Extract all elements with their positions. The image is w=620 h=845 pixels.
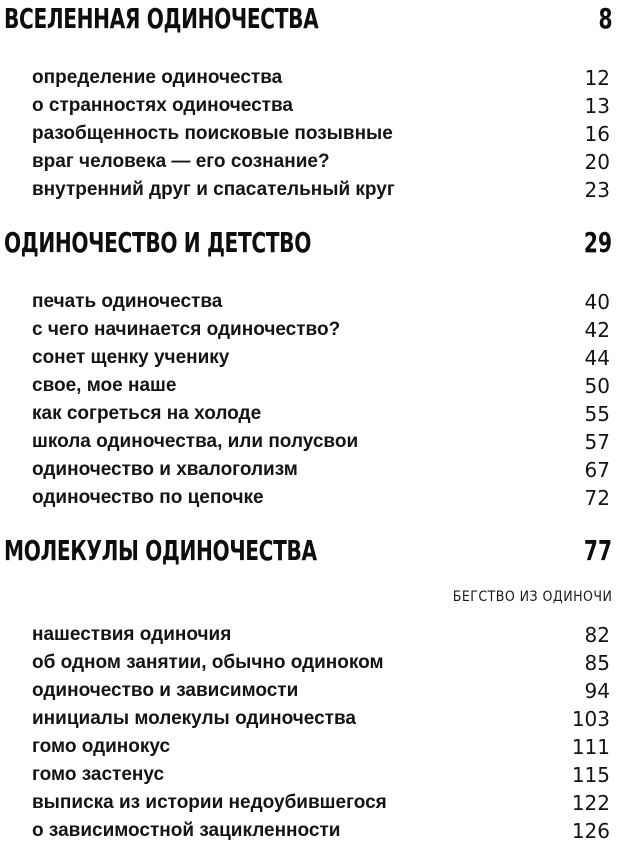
toc-entry-title: об одном занятии, обычно одиноком xyxy=(32,652,384,673)
toc-entry-title: одиночество по цепочке xyxy=(32,487,264,508)
toc-entry-title: выписка из истории недоубившегося xyxy=(32,792,387,813)
section-title: МОЛЕКУЛЫ ОДИНОЧЕСТВА xyxy=(4,534,317,567)
toc-entry-title: определение одиночества xyxy=(32,67,283,88)
toc-entry xyxy=(0,705,620,733)
toc-entry-page: 13 xyxy=(584,94,610,118)
toc-entry-page: 122 xyxy=(571,791,610,815)
toc-entry xyxy=(0,456,620,484)
toc-entry-page: 103 xyxy=(571,707,610,731)
section-page-number: 29 xyxy=(583,226,612,259)
toc-entry-page: 72 xyxy=(584,486,610,510)
section-page-number: 77 xyxy=(583,534,612,567)
toc-entry-title: инициалы молекулы одиночества xyxy=(32,708,356,729)
toc-entry xyxy=(0,621,620,649)
toc-entry-list xyxy=(0,288,620,512)
toc-entry-title: школа одиночества, или полусвои xyxy=(32,431,359,452)
toc-entry-title: с чего начинается одиночество? xyxy=(32,319,341,340)
toc-entry xyxy=(0,733,620,761)
section-title: ВСЕЛЕННАЯ ОДИНОЧЕСТВА xyxy=(4,2,319,35)
section-title: ОДИНОЧЕСТВО И ДЕТСТВО xyxy=(4,226,311,259)
toc-entry xyxy=(0,484,620,512)
toc-section xyxy=(0,226,620,266)
toc-entry-page: 50 xyxy=(584,374,610,398)
toc-entry xyxy=(0,677,620,705)
toc-entry-title: гомо одинокус xyxy=(32,736,171,757)
section-subheading: БЕГСТВО ИЗ ОДИНОЧИ xyxy=(452,589,612,605)
toc-entry-page: 42 xyxy=(584,318,610,342)
section-header xyxy=(0,226,620,266)
toc-entry-title: как согреться на холоде xyxy=(32,403,262,424)
toc-entry-page: 44 xyxy=(584,346,610,370)
toc-entry-page: 55 xyxy=(584,402,610,426)
toc-entry-page: 111 xyxy=(571,735,610,759)
toc-entry xyxy=(0,761,620,789)
toc-entry xyxy=(0,372,620,400)
toc-entry xyxy=(0,288,620,316)
section-header xyxy=(0,2,620,42)
toc-entry-title: одиночество и зависимости xyxy=(32,680,299,701)
section-page-number: 8 xyxy=(597,2,612,35)
toc-entry-title: о зависимостной зацикленности xyxy=(32,820,341,841)
toc-entry-title: сонет щенку ученику xyxy=(32,347,230,368)
toc-entry-page: 12 xyxy=(584,66,610,90)
toc-entry-title: о странностях одиночества xyxy=(32,95,293,116)
toc-entry-title: нашествия одиночия xyxy=(32,624,232,645)
toc-entry xyxy=(0,400,620,428)
toc-entry-list xyxy=(0,64,620,204)
toc-entry xyxy=(0,428,620,456)
toc-entry-page: 16 xyxy=(584,122,610,146)
toc-entry-list xyxy=(0,621,620,845)
toc-entry-page: 23 xyxy=(584,178,610,202)
toc-entry-page: 115 xyxy=(571,763,610,787)
toc-entry-page: 94 xyxy=(584,679,610,703)
toc-entry xyxy=(0,120,620,148)
toc-entry xyxy=(0,148,620,176)
toc-entry-page: 82 xyxy=(584,623,610,647)
toc-entry xyxy=(0,92,620,120)
toc-entry xyxy=(0,817,620,845)
toc-entry-page: 57 xyxy=(584,430,610,454)
toc-entry xyxy=(0,64,620,92)
toc-entry-page: 85 xyxy=(584,651,610,675)
toc-entry xyxy=(0,316,620,344)
toc-entry xyxy=(0,649,620,677)
toc-entry-title: разобщенность поисковые позывные xyxy=(32,123,393,144)
toc-entry-page: 126 xyxy=(571,819,610,843)
toc-entry-title: враг человека — его сознание? xyxy=(32,151,330,172)
toc-section xyxy=(0,534,620,574)
toc-entry-title: гомо застенус xyxy=(32,764,165,785)
toc-entry xyxy=(0,344,620,372)
toc-entry-title: печать одиночества xyxy=(32,291,223,312)
toc-entry-page: 20 xyxy=(584,150,610,174)
toc-entry-title: внутренний друг и спасательный круг xyxy=(32,179,395,200)
toc-entry-title: свое, мое наше xyxy=(32,375,177,396)
toc-entry-page: 40 xyxy=(584,290,610,314)
toc-entry xyxy=(0,789,620,817)
toc-entry xyxy=(0,176,620,204)
section-header xyxy=(0,534,620,574)
toc-entry-page: 67 xyxy=(584,458,610,482)
toc-section xyxy=(0,2,620,42)
toc-entry-title: одиночество и хвалоголизм xyxy=(32,459,298,480)
